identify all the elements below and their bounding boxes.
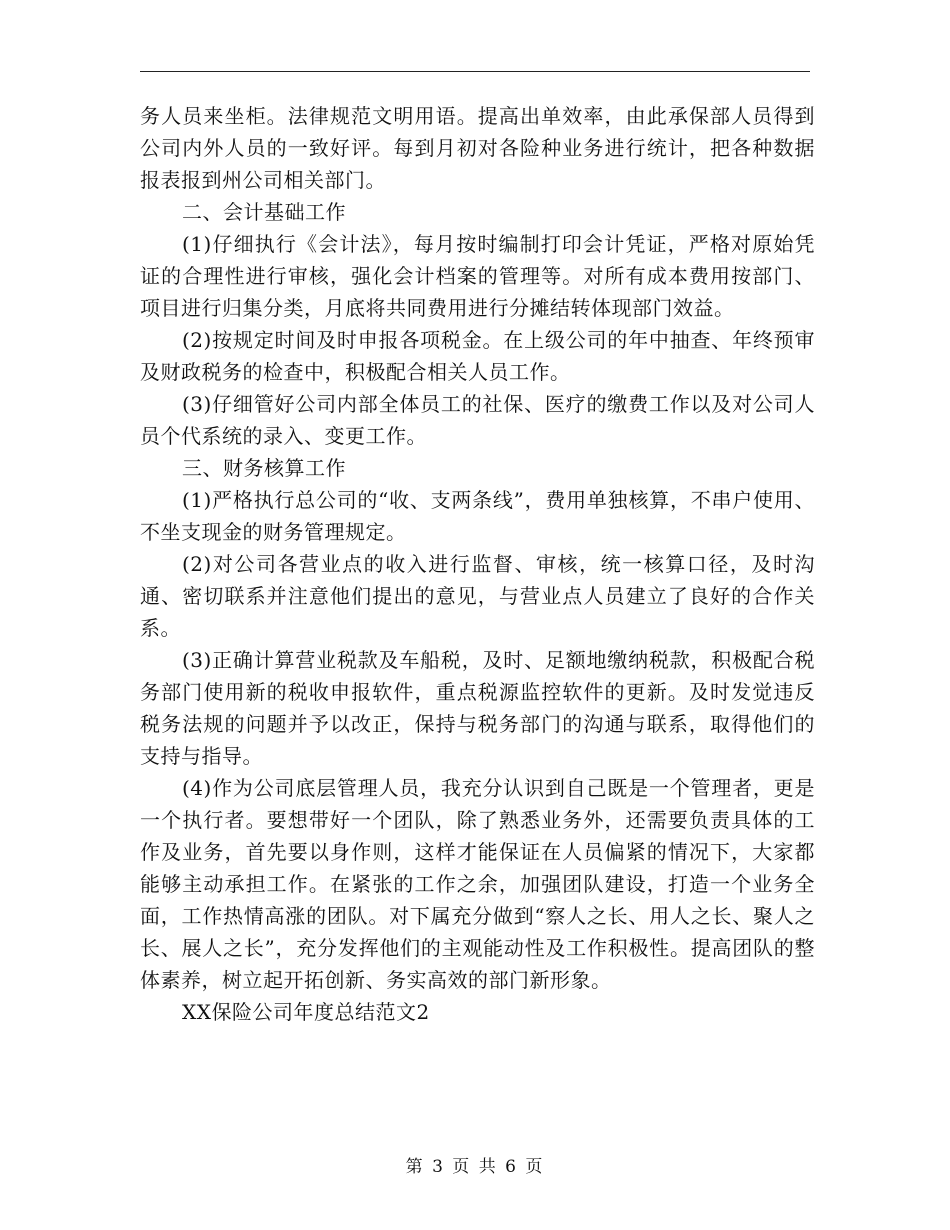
section-heading-finance: 三、财务核算工作	[182, 456, 346, 480]
section-heading-accounting: 二、会计基础工作	[182, 200, 346, 224]
document-body	[140, 100, 815, 1028]
paragraph-accounting-1: (1)仔细执行《会计法》，每月按时编制打印会计凭证，严格对原始凭证的合理性进行审核，强化会计档案的管理等。对所有成本费用按部门、项目进行归集分类，月底将共同费用进行分摊结转体现部门效益。	[140, 232, 815, 320]
paragraph-finance-3: (3)正确计算营业税款及车船税，及时、足额地缴纳税款，积极配合税务部门使用新的税收申报软件，重点税源监控软件的更新。及时发觉违反税务法规的问题并予以改正，保持与税务部门的沟通与联系，取得他们的支持与指导。	[140, 648, 815, 768]
paragraph-continuation: 务人员来坐柜。法律规范文明用语。提高出单效率，由此承保部人员得到公司内外人员的一致好评。每到月初对各险种业务进行统计，把各种数据报表报到州公司相关部门。	[140, 104, 815, 192]
paragraph-accounting-2: (2)按规定时间及时申报各项税金。在上级公司的年中抽查、年终预审及财政税务的检查中，积极配合相关人员工作。	[140, 328, 815, 384]
paragraph-finance-2: (2)对公司各营业点的收入进行监督、审核，统一核算口径，及时沟通、密切联系并注意他们提出的意见，与营业点人员建立了良好的合作关系。	[140, 552, 815, 640]
next-article-title: XX保险公司年度总结范文2	[182, 1000, 430, 1024]
paragraph-finance-4: (4)作为公司底层管理人员，我充分认识到自己既是一个管理者，更是一个执行者。要想带好一个团队，除了熟悉业务外，还需要负责具体的工作及业务，首先要以身作则，这样才能保证在人员偏紧的情况下，大家都能够主动承担工作。在紧张的工作之余，加强团队建设，打造一个业务全面，工作热情高涨的团队。对下属充分做到“察人之长、用人之长、聚人之长、展人之长”，充分发挥他们的主观能动性及工作积极性。提高团队的整体素养，树立起开拓创新、务实高效的部门新形象。	[140, 776, 815, 992]
paragraph-accounting-3: (3)仔细管好公司内部全体员工的社保、医疗的缴费工作以及对公司人员个代系统的录入、变更工作。	[140, 392, 815, 448]
page-number-footer: 第 3 页 共 6 页	[405, 1157, 545, 1177]
paragraph-finance-1: (1)严格执行总公司的“收、支两条线”，费用单独核算，不串户使用、不坐支现金的财务管理规定。	[140, 488, 815, 544]
header-rule	[140, 71, 810, 72]
